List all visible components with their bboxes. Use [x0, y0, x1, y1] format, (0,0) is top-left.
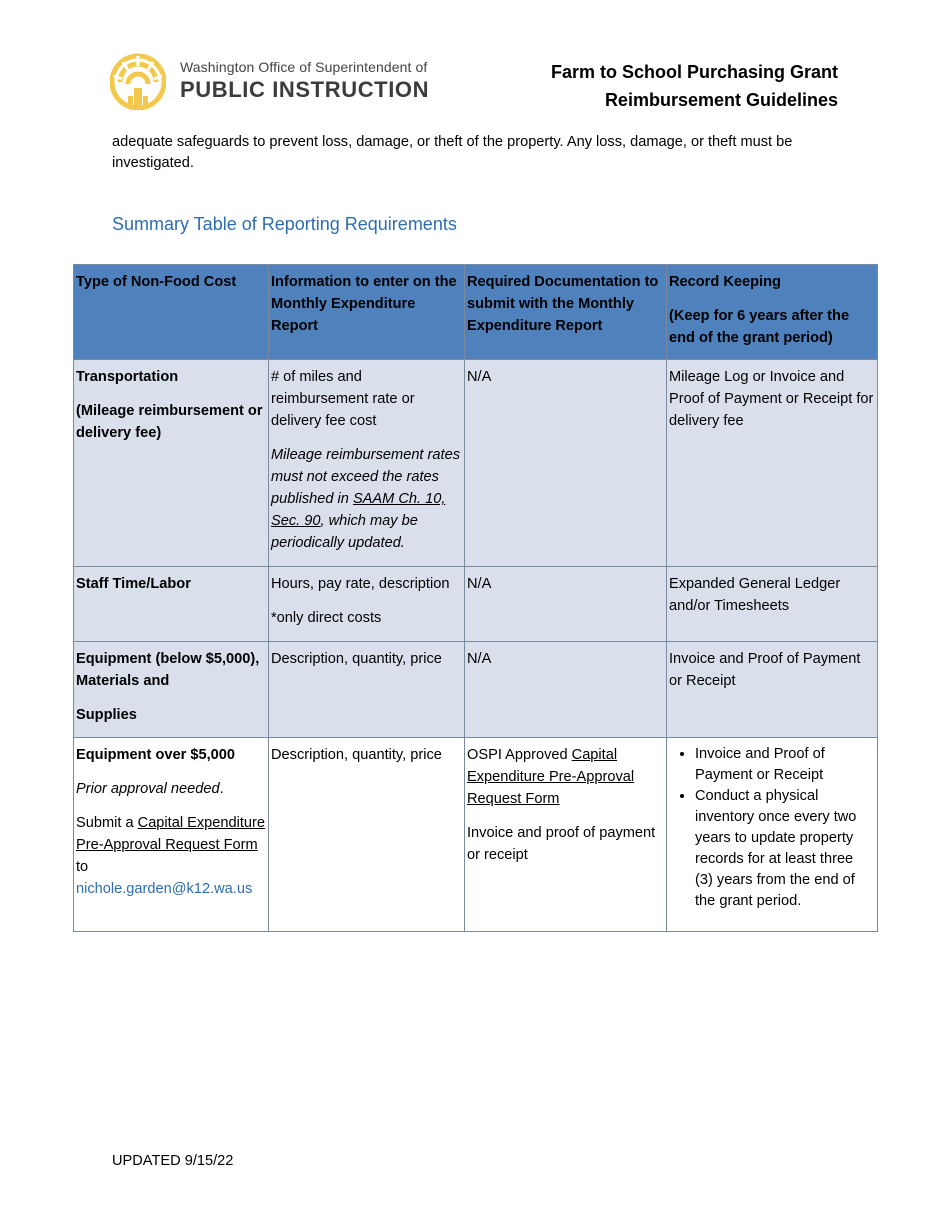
prior-approval-note: Prior approval needed: [76, 781, 220, 797]
table-row: [74, 567, 878, 642]
org-name-line1: Washington Office of Superintendent of: [180, 59, 428, 75]
cell-type: [74, 360, 269, 567]
intro-paragraph: adequate safeguards to prevent loss, damage, or theft of the property. Any loss, damage, or theft must be investigated.: [112, 134, 793, 171]
header-records-title: Record Keeping: [669, 274, 781, 290]
org-name-line2: PUBLIC INSTRUCTION: [180, 77, 430, 102]
table-header-row: [74, 265, 878, 360]
header-records: [667, 265, 878, 360]
info-note-end: , which may be periodically updated.: [271, 513, 418, 551]
cell-info: [269, 567, 465, 642]
header-docs: Required Documentation to submit with the Monthly Expenditure Report: [465, 265, 667, 360]
info-note: [271, 444, 462, 554]
cell-info: [269, 360, 465, 567]
submit-post: to: [76, 859, 89, 875]
section-heading: Summary Table of Reporting Requirements: [112, 214, 457, 234]
type-title: Equipment over $5,000: [76, 747, 235, 763]
saam-link[interactable]: SAAM Ch. 10, Sec. 90: [271, 491, 446, 529]
header-records-note: (Keep for 6 years after the end of the grant period): [669, 308, 850, 346]
cell-docs: N/A: [465, 567, 667, 642]
type-title-line2: Supplies: [76, 707, 137, 723]
header-info: Information to enter on the Monthly Expenditure Report: [269, 265, 465, 360]
cell-records: Invoice and Proof of Payment or Receipt: [667, 642, 878, 738]
cell-records: Expanded General Ledger and/or Timesheets: [667, 567, 878, 642]
prior-approval-period: .: [219, 781, 224, 797]
type-title: Equipment (below $5,000), Materials and: [76, 651, 260, 689]
header-type: Type of Non-Food Cost: [74, 265, 269, 360]
docs-approved: [467, 744, 664, 810]
pre-approval-form-link[interactable]: Capital Expenditure Pre-Approval Request Form: [467, 747, 635, 807]
document-title: [551, 58, 838, 114]
cell-type: [74, 642, 269, 738]
ospi-sun-logo-icon: [110, 52, 166, 110]
ospi-logo: [110, 50, 450, 112]
submit-pre: Submit a: [76, 815, 138, 831]
records-list: [669, 744, 875, 912]
document-title-line2: Reimbursement Guidelines: [604, 90, 838, 110]
reporting-requirements-table: [73, 264, 878, 932]
document-title-line1: Farm to School Purchasing Grant: [550, 62, 838, 82]
type-title: Staff Time/Labor: [76, 576, 191, 592]
submit-instructions: [76, 812, 266, 878]
table-row: [74, 642, 878, 738]
cell-docs: N/A: [465, 360, 667, 567]
info-main: # of miles and reimbursement rate or delivery fee cost: [271, 369, 415, 429]
contact-email-link[interactable]: nichole.garden@k12.wa.us: [76, 881, 253, 897]
cell-type: [74, 738, 269, 932]
list-item: • Invoice and Proof of Payment or Receipt: [695, 744, 875, 786]
table-row: [74, 738, 878, 932]
updated-date: UPDATED 9/15/22: [112, 1153, 234, 1169]
info-note: *only direct costs: [271, 610, 382, 626]
cell-docs: [465, 738, 667, 932]
type-title: Transportation: [76, 369, 179, 385]
info-note-text: Mileage reimbursement rates must not exceed the rates published in: [271, 447, 460, 507]
cell-info: Description, quantity, price: [269, 738, 465, 932]
cell-info: Description, quantity, price: [269, 642, 465, 738]
docs-pre: OSPI Approved: [467, 747, 572, 763]
cell-docs: N/A: [465, 642, 667, 738]
capital-expenditure-form-link[interactable]: Capital Expenditure Pre-Approval Request Form: [76, 815, 266, 853]
type-note: [76, 778, 266, 800]
cell-records: Mileage Log or Invoice and Proof of Payment or Receipt for delivery fee: [667, 360, 878, 567]
cell-type: [74, 567, 269, 642]
list-item: • Conduct a physical inventory once every two years to update property records for at least three (3) years from the end of the grant period.: [695, 786, 875, 912]
type-subtitle: (Mileage reimbursement or delivery fee): [76, 403, 263, 441]
docs-invoice: Invoice and proof of payment or receipt: [467, 825, 656, 863]
info-main: Hours, pay rate, description: [271, 576, 450, 592]
cell-records: [667, 738, 878, 932]
table-row: [74, 360, 878, 567]
